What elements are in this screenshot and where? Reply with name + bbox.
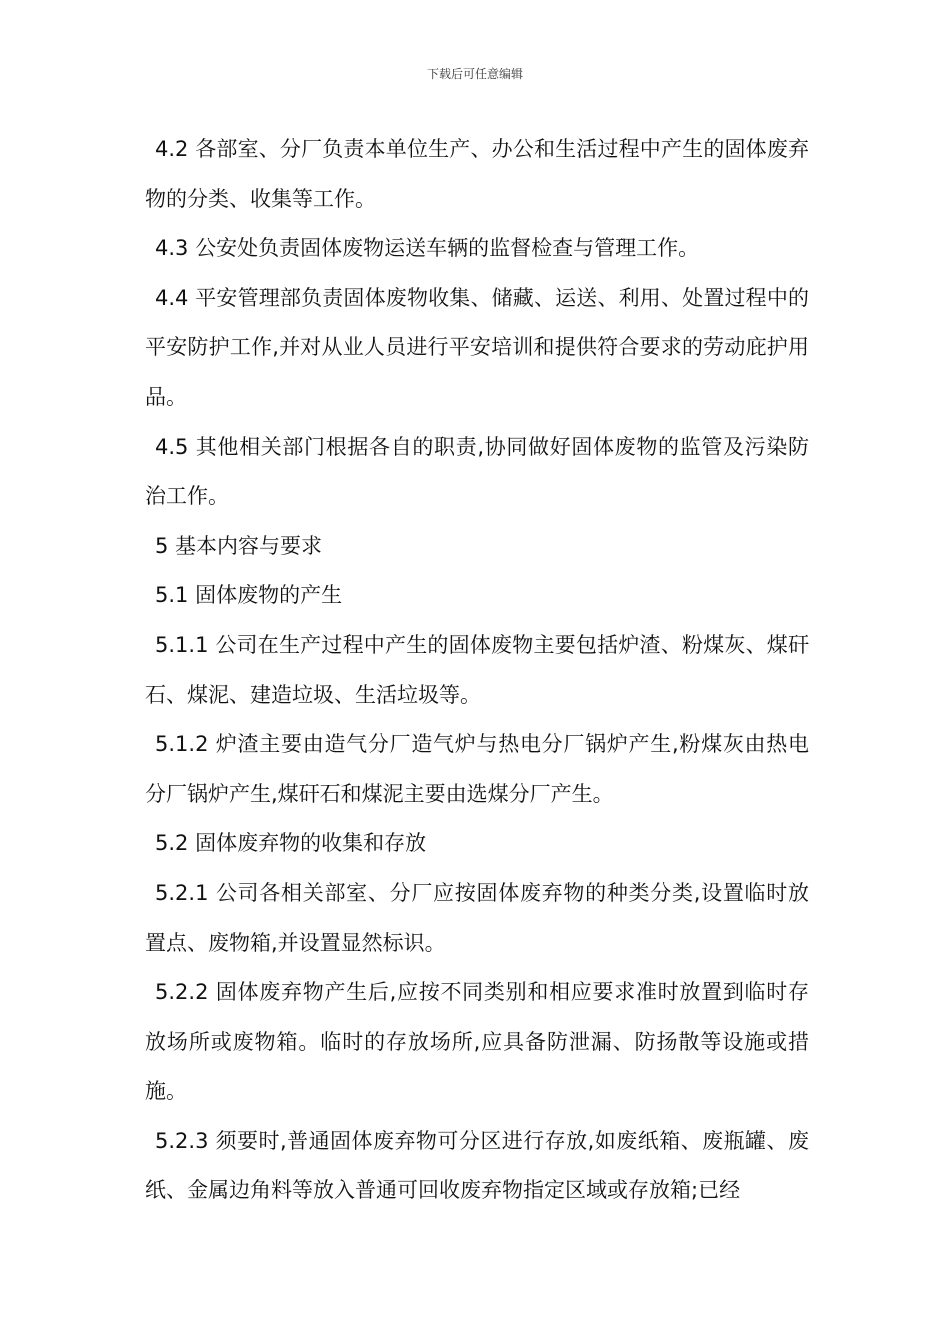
paragraph-4-3: 4.3 公安处负责固体废物运送车辆的监督检查与管理工作。 <box>155 236 700 261</box>
paragraph-4-4: 4.4 平安管理部负责固体废物收集、储藏、运送、利用、处置过程中的平安防护工作,并对从业人员进行平安培训和提供符合要求的劳动庇护用品。 <box>145 285 809 409</box>
paragraph-5-2-3: 5.2.3 须要时,普通固体废弃物可分区进行存放,如废纸箱、废瓶罐、废纸、金属边角料等放入普通可回收废弃物指定区域或存放箱;已经 <box>145 1128 809 1203</box>
paragraph-5-2-2: 5.2.2 固体废弃物产生后,应按不同类别和相应要求准时放置到临时存放场所或废物箱。临时的存放场所,应具备防泄漏、防扬散等设施或措施。 <box>145 980 809 1104</box>
section-heading-5-2: 5.2 固体废弃物的收集和存放 <box>155 831 427 856</box>
page-header: 下载后可任意编辑 <box>426 67 523 81</box>
paragraph-4-5: 4.5 其他相关部门根据各自的职责,协同做好固体废物的监管及污染防治工作。 <box>145 434 809 509</box>
paragraph-4-2: 4.2 各部室、分厂负责本单位生产、办公和生活过程中产生的固体废弃物的分类、收集等工作。 <box>145 137 809 211</box>
section-heading-5: 5 基本内容与要求 <box>155 533 323 558</box>
section-heading-5-1: 5.1 固体废物的产生 <box>155 583 343 608</box>
paragraph-5-1-2: 5.1.2 炉渣主要由造气分厂造气炉与热电分厂锅炉产生,粉煤灰由热电分厂锅炉产生,煤矸石和煤泥主要由选煤分厂产生。 <box>145 732 809 806</box>
paragraph-5-1-1: 5.1.1 公司在生产过程中产生的固体废物主要包括炉渣、粉煤灰、煤矸石、煤泥、建造垃圾、生活垃圾等。 <box>145 632 809 707</box>
paragraph-5-2-1: 5.2.1 公司各相关部室、分厂应按固体废弃物的种类分类,设置临时放置点、废物箱,并设置显然标识。 <box>145 880 809 955</box>
document-body <box>145 125 809 1216</box>
